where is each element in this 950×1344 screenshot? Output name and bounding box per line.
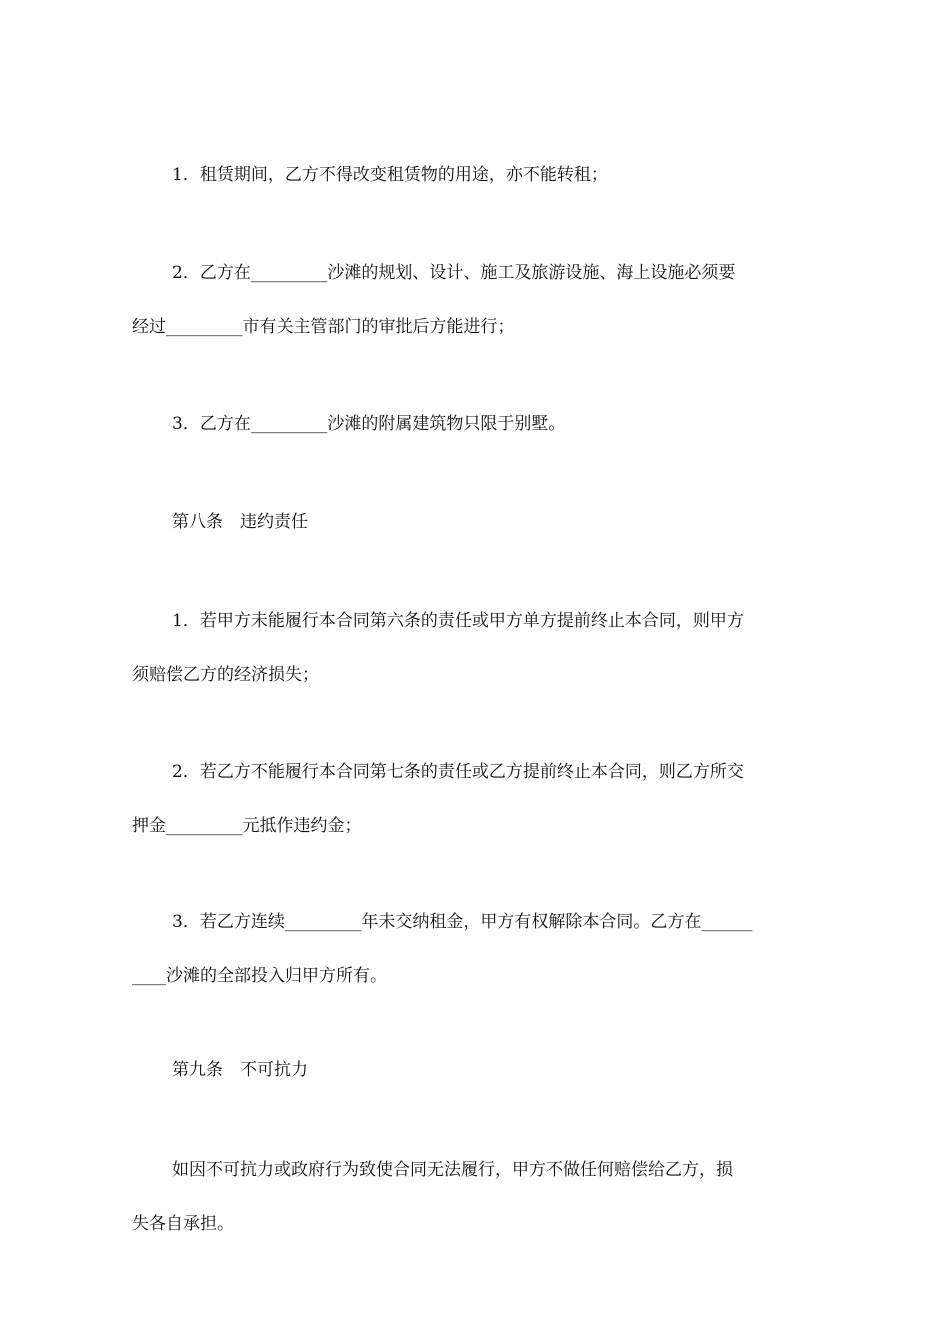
text-line: 押金_________元抵作违约金； bbox=[132, 816, 362, 836]
clause-7-item-1 bbox=[132, 148, 822, 202]
article-9-heading bbox=[132, 1043, 822, 1097]
clause-8-item-3 bbox=[132, 895, 822, 1003]
clause-8-item-1 bbox=[132, 594, 822, 702]
text-line: 失各自承担。 bbox=[132, 1214, 234, 1234]
heading-text: 第八条 违约责任 bbox=[172, 512, 308, 532]
text-line: 3．乙方在_________沙滩的附属建筑物只限于别墅。 bbox=[172, 414, 566, 434]
text-line: 如因不可抗力或政府行为致使合同无法履行，甲方不做任何赔偿给乙方，损 bbox=[172, 1160, 733, 1180]
clause-7-item-3 bbox=[132, 397, 822, 451]
clause-9-body bbox=[132, 1143, 822, 1251]
clause-8-item-2 bbox=[132, 745, 822, 853]
text-line: ____沙滩的全部投入归甲方所有。 bbox=[132, 966, 387, 986]
text-line: 1．租赁期间，乙方不得改变租赁物的用途，亦不能转租； bbox=[172, 165, 608, 185]
article-8-heading bbox=[132, 495, 822, 549]
heading-text: 第九条 不可抗力 bbox=[172, 1060, 308, 1080]
text-line: 经过_________市有关主管部门的审批后方能进行； bbox=[132, 317, 515, 337]
text-line: 1．若甲方未能履行本合同第六条的责任或甲方单方提前终止本合同，则甲方 bbox=[172, 611, 744, 631]
text-line: 须赔偿乙方的经济损失； bbox=[132, 665, 319, 685]
text-line: 2．若乙方不能履行本合同第七条的责任或乙方提前终止本合同，则乙方所交 bbox=[172, 762, 744, 782]
text-line: 2．乙方在_________沙滩的规划、设计、施工及旅游设施、海上设施必须要 bbox=[172, 263, 736, 283]
text-line: 3．若乙方连续_________年未交纳租金，甲方有权解除本合同。乙方在______ bbox=[172, 912, 753, 932]
clause-7-item-2 bbox=[132, 246, 822, 354]
